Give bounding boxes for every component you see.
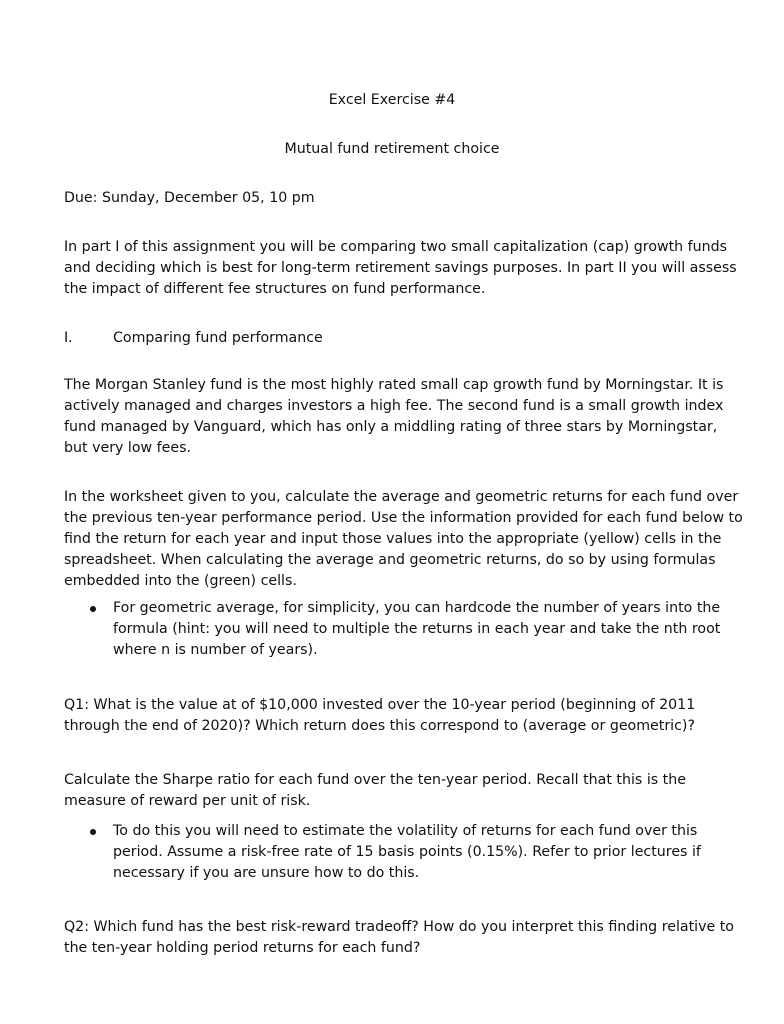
question-2-label: Q2	[64, 919, 85, 935]
sharpe-ratio-paragraph: Calculate the Sharpe ratio for each fund over the ten-year period. Recall that this is the measure of reward per unit of risk.	[64, 772, 686, 809]
due-date-line	[64, 188, 744, 209]
bullet-text: For geometric average, for simplicity, you can hardcode the number of years into the formula (hint: you will need to multiple the returns in each year and take the nth root where n is number of years).	[113, 600, 721, 658]
question-2-text: : Which fund has the best risk-reward tradeoff? How do you interpret this finding relative to the ten-year holding period returns for each fund?	[64, 919, 734, 956]
bullet-icon	[90, 606, 96, 612]
section-heading	[64, 328, 323, 349]
section-title: Comparing fund performance	[113, 330, 323, 346]
worksheet-instructions-paragraph: In the worksheet given to you, calculate the average and geometric returns for each fund over the previous ten-year performance period. Use the information provided for each fund below to find the return for each year and input those values into the appropriate (yellow) cells in the spreadsheet. When calculating the average and geometric returns, do so by using formulas embedded into the (green) cells.	[64, 489, 743, 589]
fund-description-paragraph: The Morgan Stanley fund is the most highly rated small cap growth fund by Morningstar. It is actively managed and charges investors a high fee. The second fund is a small growth index fund managed by Vanguard, which has only a middling rating of three stars by Morningstar, but very low fees.	[64, 377, 724, 456]
due-text: : Sunday, December 05, 10 pm	[92, 190, 315, 206]
question-1	[64, 695, 744, 737]
list-item	[64, 821, 744, 884]
question-2	[64, 917, 744, 959]
bullet-list-volatility	[64, 821, 744, 884]
list-item	[64, 598, 744, 661]
question-1-label: Q1	[64, 697, 85, 713]
bullet-list-geometric	[64, 598, 744, 661]
question-1-text: : What is the value at of $10,000 invested over the 10-year period (beginning of 2011 through the end of 2020)? Which return does this correspond to (average or geometric)?	[64, 697, 696, 734]
bullet-icon	[90, 829, 96, 835]
bullet-text: To do this you will need to estimate the volatility of returns for each fund over this period. Assume a risk-free rate of 15 basis points (0.15%). Refer to prior lectures if necessary if you are unsure how to do this.	[113, 823, 701, 881]
document-subtitle: Mutual fund retirement choice	[284, 141, 500, 157]
document-title: Excel Exercise #4	[328, 92, 456, 108]
section-number: I.	[64, 330, 73, 346]
due-label: Due	[64, 190, 93, 206]
intro-paragraph: In part I of this assignment you will be comparing two small capitalization (cap) growth funds and deciding which is best for long-term retirement savings purposes. In part II you will assess the impact of different fee structures on fund performance.	[64, 239, 737, 297]
